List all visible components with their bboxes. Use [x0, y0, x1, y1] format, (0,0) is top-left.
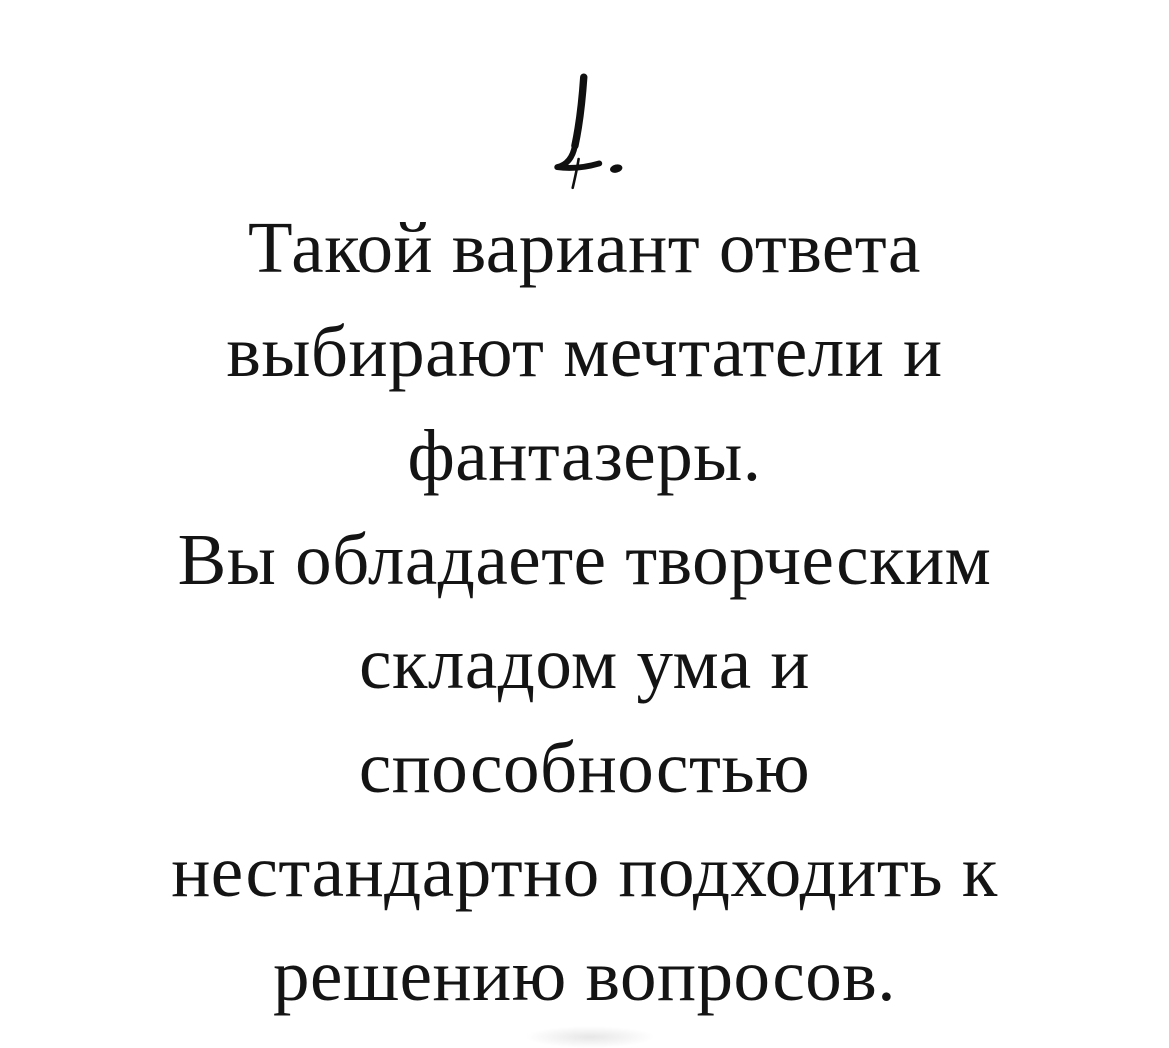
text-line: Вы обладаете творческим — [177, 519, 992, 600]
handwritten-number — [532, 72, 637, 190]
text-line: нестандартно подходить к — [171, 831, 998, 912]
text-line: складом ума и — [359, 623, 810, 704]
text-line: фантазеры. — [407, 415, 762, 496]
text-line: способностью — [358, 727, 811, 808]
text-line: решению вопросов. — [273, 935, 896, 1016]
body-text — [171, 196, 998, 1028]
handwritten-number-4-icon — [532, 72, 637, 190]
text-line: Такой вариант ответа — [248, 207, 921, 288]
photo-smudge-artifact — [525, 1026, 655, 1048]
text-line: выбирают мечтатели и — [226, 311, 943, 392]
